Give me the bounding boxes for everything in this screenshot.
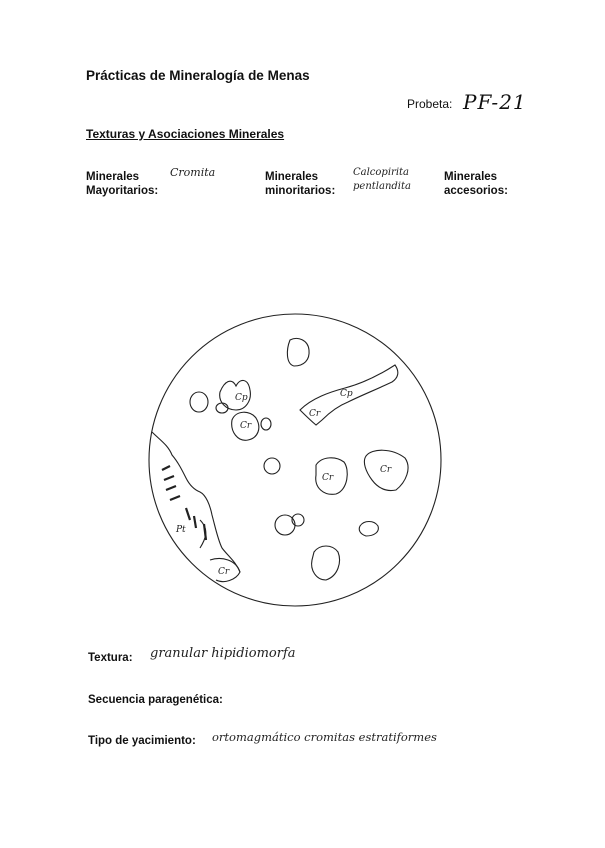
chromite-grain bbox=[190, 392, 208, 412]
secuencia-label: Secuencia paragenética: bbox=[88, 694, 223, 706]
minoritarios-label: Minerales minoritarios: bbox=[265, 171, 336, 197]
chromite-grain bbox=[312, 546, 340, 580]
chromite-grain bbox=[287, 338, 309, 366]
drawing-label: Cr bbox=[218, 567, 230, 577]
drawing-label: Cp bbox=[340, 389, 353, 399]
drawing-label: Pt bbox=[176, 525, 186, 535]
textura-label: Textura: bbox=[88, 652, 133, 664]
drawing-label: Cr bbox=[380, 465, 392, 475]
chromite-grain bbox=[216, 403, 228, 413]
drawing-label: Cr bbox=[309, 409, 321, 419]
field-of-view-circle bbox=[149, 314, 441, 606]
textura-value: granular hipidiomorfa bbox=[150, 646, 296, 661]
mayoritarios-value: Cromita bbox=[170, 166, 216, 179]
chromite-grain bbox=[261, 418, 271, 430]
accesorios-label: Minerales accesorios: bbox=[444, 171, 508, 197]
page-title: Prácticas de Mineralogía de Menas bbox=[86, 68, 310, 83]
yacimiento-label: Tipo de yacimiento: bbox=[88, 735, 196, 747]
probeta-value: PF-21 bbox=[463, 90, 527, 114]
section-title: Texturas y Asociaciones Minerales bbox=[86, 127, 285, 141]
yacimiento-value: ortomagmático cromitas estratiformes bbox=[212, 730, 437, 744]
chromite-grain bbox=[359, 522, 378, 537]
drawing-label: Cr bbox=[322, 473, 334, 483]
minoritarios-value: Calcopirita pentlandita bbox=[353, 167, 411, 192]
mayoritarios-label: Minerales Mayoritarios: bbox=[86, 171, 159, 197]
chromite-grain bbox=[264, 458, 280, 474]
drawing-label: Cr bbox=[240, 421, 252, 431]
grain-boundary bbox=[152, 432, 240, 572]
probeta-label: Probeta: bbox=[407, 97, 453, 111]
drawing-label: Cp bbox=[235, 393, 248, 403]
